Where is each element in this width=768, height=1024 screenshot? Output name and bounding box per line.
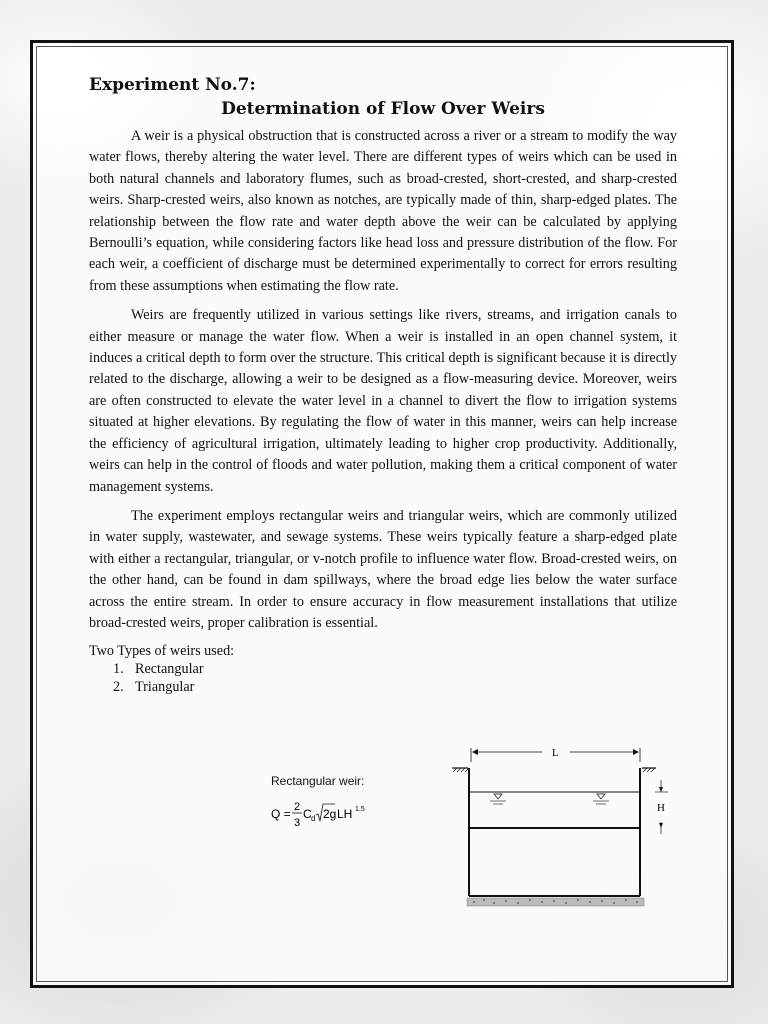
- head-label-h: H: [657, 802, 665, 814]
- formula-label: Rectangular weir:: [271, 774, 365, 788]
- formula-denominator: 3: [294, 817, 301, 829]
- formula-coefficient-subscript: d: [311, 814, 316, 823]
- experiment-number: Experiment No.7:: [89, 75, 256, 95]
- rectangular-weir-diagram: [450, 742, 680, 917]
- formula-svg: [271, 800, 381, 834]
- weir-diagram-svg: [450, 742, 680, 912]
- experiment-title: Determination of Flow Over Weirs: [221, 99, 545, 119]
- rectangular-weir-formula: [271, 800, 381, 837]
- formula-lh-term: LH: [337, 807, 353, 821]
- water-level-icon: [593, 794, 609, 804]
- list-number: 2.: [113, 679, 124, 696]
- formula-numerator: 2: [294, 801, 301, 813]
- formula-coefficient: C: [303, 807, 312, 821]
- weir-types-list: [89, 660, 677, 696]
- weir-type-label: Rectangular: [135, 661, 204, 678]
- width-label-l: L: [552, 747, 559, 759]
- paragraph-3: The experiment employs rectangular weirs and triangular weirs, which are commonly utilized in water supply, wastewater, and sewage systems. These weirs typically feature a sharp-edged plate with either a rectangular, triangular, or v-notch profile to influence water flow. Broad-crested weirs, on the other hand, can be found in dam spillways, where the broad edge lies below the water surface across the entire stream. In order to ensure accuracy in flow measurement installations that utilize broad-crested weirs, proper calibration is essential.: [89, 507, 677, 631]
- weir-type-label: Triangular: [135, 679, 195, 696]
- weir-type-item: [113, 678, 677, 696]
- paragraph-2: Weirs are frequently utilized in various settings like rivers, streams, and irrigation canals to either measure or manage the water flow. When a weir is installed in an open channel system, it induces a critical depth to form over the structure. This critical depth is significant because it is directly related to the discharge, allowing a weir to be designed as a flow-measuring device. Moreover, weirs are often constructed to elevate the water level in a channel to divert the flow to irrigation systems situated at higher elevations. By regulating the flow of water in this manner, weirs can help increase the efficiency of agricultural irrigation, ultimately leading to higher crop productivity. Additionally, weirs can help in the control of floods and water pollution, making them a critical component of water management systems.: [89, 307, 677, 495]
- paragraph-1: A weir is a physical obstruction that is constructed across a river or a stream to modify the way water flows, thereby altering the water level. There are different types of weirs which can be used in both natural channels and laboratory flumes, such as broad-crested, short-crested, and sharp-crested weirs. Sharp-crested weirs, also known as notches, are typically made of thin, sharp-edged plates. The relationship between the flow rate and water depth above the weir can be calculated by applying Bernoulli’s equation, while considering factors like head loss and pressure distribution of the flow. For each weir, a coefficient of discharge must be determined experimentally to correct for errors resulting from these assumptions when estimating the flow rate.: [89, 128, 677, 294]
- weir-type-item: [113, 660, 677, 678]
- document-body: [89, 74, 677, 696]
- weir-types-heading: Two Types of weirs used:: [89, 643, 235, 660]
- formula-root-term: 2g: [323, 807, 337, 821]
- formula-exponent: 1.5: [355, 806, 365, 813]
- channel-base-gravel: [467, 898, 644, 906]
- formula-lhs: Q =: [271, 807, 291, 821]
- list-number: 1.: [113, 661, 124, 678]
- water-level-icon: [490, 794, 506, 804]
